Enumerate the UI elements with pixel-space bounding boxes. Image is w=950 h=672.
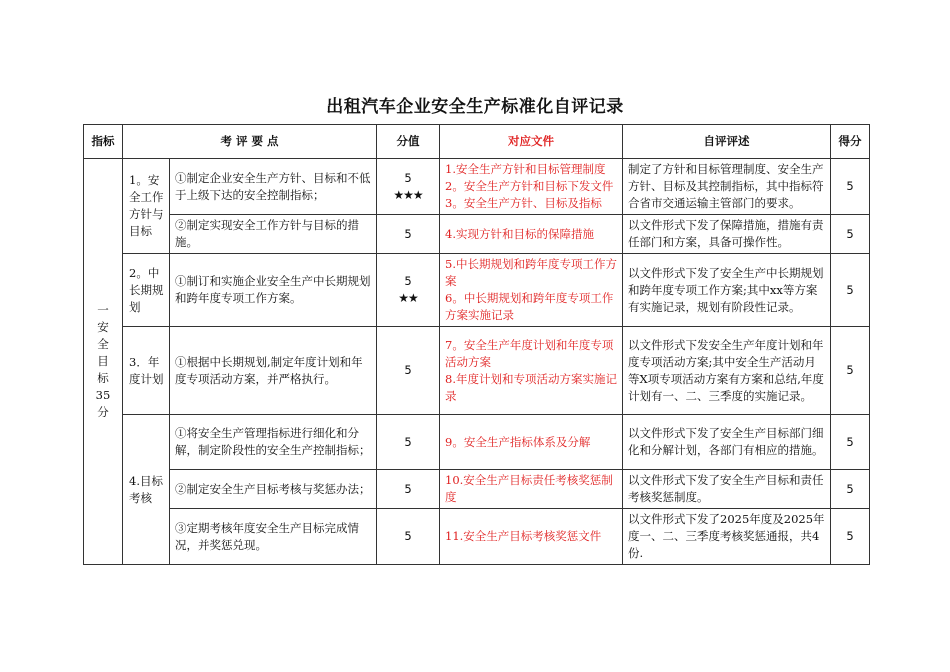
got-cell: 5 — [831, 254, 870, 327]
files-cell: 7。安全生产年度计划和年度专项活动方案 8.年度计划和专项活动方案实施记录 — [440, 327, 623, 415]
score-cell: 5 ★★ — [377, 254, 440, 327]
score-cell: 5 — [377, 415, 440, 470]
got-cell: 5 — [831, 470, 870, 509]
review-cell: 以文件形式下发安全生产年度计划和年度专项活动方案;其中安全生产活动月等X项专项活动方案有方案和总结,年度计划有一、二、三季度的实施记录。 — [623, 327, 831, 415]
got-cell: 5 — [831, 327, 870, 415]
star-rating: ★★ — [398, 291, 418, 305]
got-cell: 5 — [831, 509, 870, 565]
got-cell: 5 — [831, 215, 870, 254]
review-cell: 以文件形式下发了保障措施，措施有责任部门和方案，具备可操作性。 — [623, 215, 831, 254]
files-cell: 11.安全生产目标考核奖惩文件 — [440, 509, 623, 565]
header-points: 考 评 要 点 — [123, 125, 377, 159]
score-cell: 5 — [377, 327, 440, 415]
table-row — [84, 254, 870, 327]
header-row — [84, 125, 870, 159]
evaluation-table — [83, 124, 870, 565]
got-cell: 5 — [831, 415, 870, 470]
review-cell: 以文件形式下发了2025年度及2025年度一、二、三季度考核奖惩通报，共4份. — [623, 509, 831, 565]
files-cell: 5.中长期规划和跨年度专项工作方案 6。中长期规划和跨年度专项工作方案实施记录 — [440, 254, 623, 327]
item-label: 3．年 度计划 — [123, 327, 170, 415]
files-cell: 1.安全生产方针和目标管理制度 2。安全生产方针和目标下发文件 3。安全生产方针、目标及指标 — [440, 159, 623, 215]
score-cell: 5 — [377, 215, 440, 254]
files-cell: 10.安全生产目标责任考核奖惩制度 — [440, 470, 623, 509]
point-cell: ①制定企业安全生产方针、目标和不低于上级下达的安全控制指标； — [170, 159, 377, 215]
score-cell: 5 ★★★ — [377, 159, 440, 215]
header-review: 自评评述 — [623, 125, 831, 159]
got-cell: 5 — [831, 159, 870, 215]
document-title: 出租汽车企业安全生产标准化自评记录 — [326, 97, 624, 117]
point-cell: ①将安全生产管理指标进行细化和分解，制定阶段性的安全生产控制指标； — [170, 415, 377, 470]
star-rating: ★★★ — [393, 187, 423, 202]
review-cell: 以文件形式下发了安全生产目标和责任考核奖惩制度。 — [623, 470, 831, 509]
table-row — [84, 159, 870, 215]
item-label: 4.目标 考核 — [123, 415, 170, 565]
score-cell: 5 — [377, 509, 440, 565]
table-row — [84, 470, 870, 509]
item-label: 2。中 长期规 划 — [123, 254, 170, 327]
header-indicator: 指标 — [84, 125, 123, 159]
review-cell: 以文件形式下发了安全生产目标部门细化和分解计划，各部门有相应的措施。 — [623, 415, 831, 470]
header-got: 得分 — [831, 125, 870, 159]
point-cell: ②制定安全生产目标考核与奖惩办法； — [170, 470, 377, 509]
table-row — [84, 215, 870, 254]
review-cell: 以文件形式下发了安全生产中长期规划和跨年度专项工作方案;其中xx等方案有实施记录，规划有阶段性记录。 — [623, 254, 831, 327]
item-label: 1。安 全工作 方针与 目标 — [123, 159, 170, 254]
files-cell: 9。安全生产指标体系及分解 — [440, 415, 623, 470]
header-files: 对应文件 — [440, 125, 623, 159]
category-cell: 一 安 全 目 标 35 分 — [84, 159, 123, 565]
point-cell: ①制订和实施企业安全生产中长期规划和跨年度专项工作方案。 — [170, 254, 377, 327]
table-row — [84, 509, 870, 565]
table-row — [84, 327, 870, 415]
point-cell: ③定期考核年度安全生产目标完成情况，并奖惩兑现。 — [170, 509, 377, 565]
point-cell: ②制定实现安全工作方针与目标的措施。 — [170, 215, 377, 254]
table-row — [84, 415, 870, 470]
score-cell: 5 — [377, 470, 440, 509]
header-score: 分值 — [377, 125, 440, 159]
point-cell: ①根据中长期规划,制定年度计划和年度专项活动方案，并严格执行。 — [170, 327, 377, 415]
review-cell: 制定了方针和目标管理制度、安全生产方针、目标及其控制指标，其中指标符合省市交通运输主管部门的要求。 — [623, 159, 831, 215]
files-cell: 4.实现方针和目标的保障措施 — [440, 215, 623, 254]
